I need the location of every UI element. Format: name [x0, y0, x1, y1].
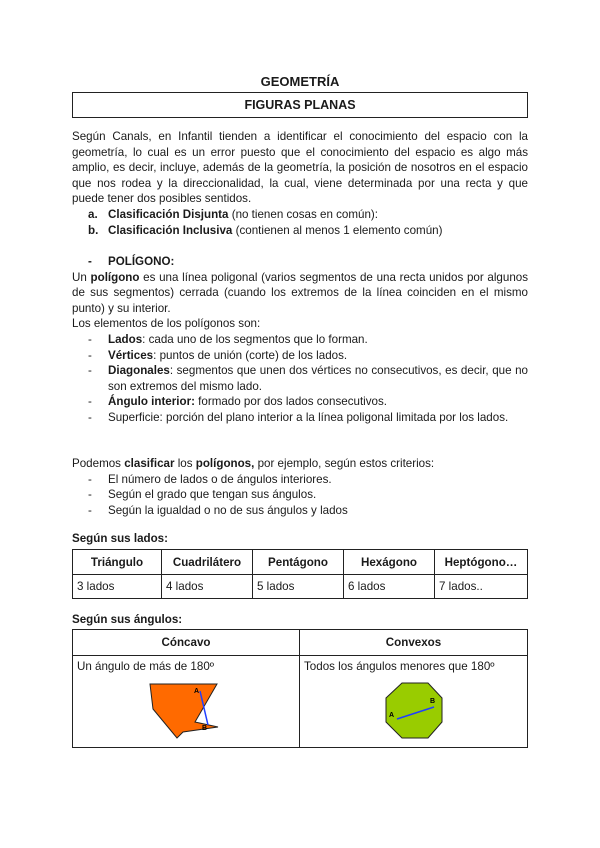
convex-polygon-figure	[382, 680, 452, 742]
lados-caption: Según sus lados:	[72, 532, 168, 545]
term: Ángulo interior:	[108, 395, 195, 409]
text: los	[174, 457, 196, 470]
table-row	[73, 575, 528, 599]
intro-block	[72, 129, 528, 238]
text: es una línea poligonal (varios segmentos de una recta unidos por algunos de sus segmentos) cerrada (cuando los extremos de la línea coinciden en el mismo punto) y su interior.	[72, 270, 529, 315]
poligono-heading-list	[72, 254, 528, 270]
dash-marker: -	[88, 395, 92, 409]
list-item	[88, 503, 528, 519]
list-marker: a.	[88, 207, 98, 221]
list-item	[88, 394, 528, 410]
heading-text: POLÍGONO:	[108, 255, 175, 268]
classification-list	[72, 207, 528, 238]
classify-block	[72, 456, 528, 518]
list-item	[88, 223, 528, 239]
point-b-label: B	[202, 725, 208, 732]
desc: Superficie: porción del plano interior a la línea poligonal limitada por los lados.	[108, 410, 509, 424]
table-header-row	[73, 550, 528, 575]
term: Vértices	[108, 348, 154, 362]
desc: : puntos de unión (corte) de los lados.	[153, 348, 348, 362]
section-title-box: FIGURAS PLANAS	[72, 92, 528, 118]
dash-marker: -	[88, 332, 92, 346]
header-cell: Hexágono	[344, 550, 435, 575]
dash-marker: -	[88, 488, 92, 502]
dash-marker: -	[88, 472, 92, 486]
table-row	[73, 656, 528, 748]
cell-text: Un ángulo de más de 180º	[77, 660, 215, 673]
elements-intro: Los elementos de los polígonos son:	[72, 317, 261, 331]
header-cell: Pentágono	[253, 550, 344, 575]
desc: : segmentos que unen dos vértices no consecutivos, es decir, que no son extremos del mismo lado.	[108, 364, 528, 393]
term: Diagonales	[108, 364, 170, 378]
term: Lados	[108, 332, 143, 346]
point-b-label: B	[430, 698, 436, 705]
text: por ejemplo, según estos criterios:	[254, 457, 435, 470]
cell: 5 lados	[253, 575, 344, 599]
list-item	[88, 348, 528, 364]
list-item	[88, 487, 528, 503]
list-item	[88, 410, 528, 426]
text: Un	[72, 270, 91, 284]
list-item	[88, 332, 528, 348]
cell: 3 lados	[73, 575, 162, 599]
desc: (no tienen cosas en común):	[228, 207, 378, 221]
dash-marker: -	[88, 410, 92, 424]
list-item	[88, 363, 528, 394]
header-cell: Triángulo	[73, 550, 162, 575]
cell-text: Todos los ángulos menores que 180º	[304, 660, 495, 673]
document-title: GEOMETRÍA	[260, 74, 340, 89]
term: polígonos,	[195, 457, 255, 470]
term: Clasificación Disjunta	[108, 207, 229, 221]
header-cell: Cuadrilátero	[162, 550, 253, 575]
desc: (contienen al menos 1 elemento común)	[232, 223, 443, 237]
cell: 6 lados	[344, 575, 435, 599]
dash-marker: -	[88, 348, 92, 362]
criterion: El número de lados o de ángulos interiores.	[108, 472, 332, 486]
classify-intro	[72, 456, 528, 472]
list-item	[88, 472, 528, 488]
desc: : cada uno de los segmentos que lo forman.	[142, 332, 368, 346]
desc: formado por dos lados consecutivos.	[194, 395, 387, 409]
header-cell: Convexos	[300, 630, 528, 656]
text: Podemos	[72, 457, 125, 470]
cell: 4 lados	[162, 575, 253, 599]
term: clasificar	[124, 457, 175, 470]
term: polígono	[90, 270, 140, 284]
dash-marker: -	[88, 364, 92, 378]
poligono-heading	[88, 254, 528, 270]
point-a-label: A	[389, 712, 395, 719]
dash-marker: -	[88, 503, 92, 517]
poligono-definition	[72, 270, 528, 317]
concave-polygon-figure	[145, 682, 265, 742]
list-marker: b.	[88, 223, 99, 237]
list-item	[88, 207, 528, 223]
term: Clasificación Inclusiva	[108, 223, 233, 237]
table-header-row	[73, 630, 528, 656]
elements-list	[72, 332, 528, 426]
convex-cell	[300, 656, 528, 748]
angulos-table	[72, 629, 528, 748]
intro-paragraph: Según Canals, en Infantil tienden a identificar el conocimiento del espacio con la geometría, lo cual es un error puesto que el conocimiento del espacio es algo más amplio, es decir, incluye, además de la geometría, la posición de nosotros en el espacio que nos rodea y la direccionalidad, la cual, viene determinada por una recta y que puede tener dos posibles sentidos.	[72, 130, 528, 206]
concave-polygon	[150, 684, 218, 738]
poligono-block	[72, 254, 528, 426]
criterion: Según la igualdad o no de sus ángulos y lados	[108, 503, 348, 517]
header-cell: Heptógono…	[435, 550, 528, 575]
dash-marker: -	[88, 255, 92, 268]
angulos-caption: Según sus ángulos:	[72, 613, 183, 626]
criterion: Según el grado que tengan sus ángulos.	[108, 488, 317, 502]
header-cell: Cóncavo	[73, 630, 300, 656]
cell: 7 lados..	[435, 575, 528, 599]
lados-table	[72, 549, 528, 599]
criteria-list	[72, 472, 528, 519]
point-a-label: A	[194, 688, 200, 695]
concave-cell	[73, 656, 300, 748]
convex-polygon	[386, 683, 442, 738]
